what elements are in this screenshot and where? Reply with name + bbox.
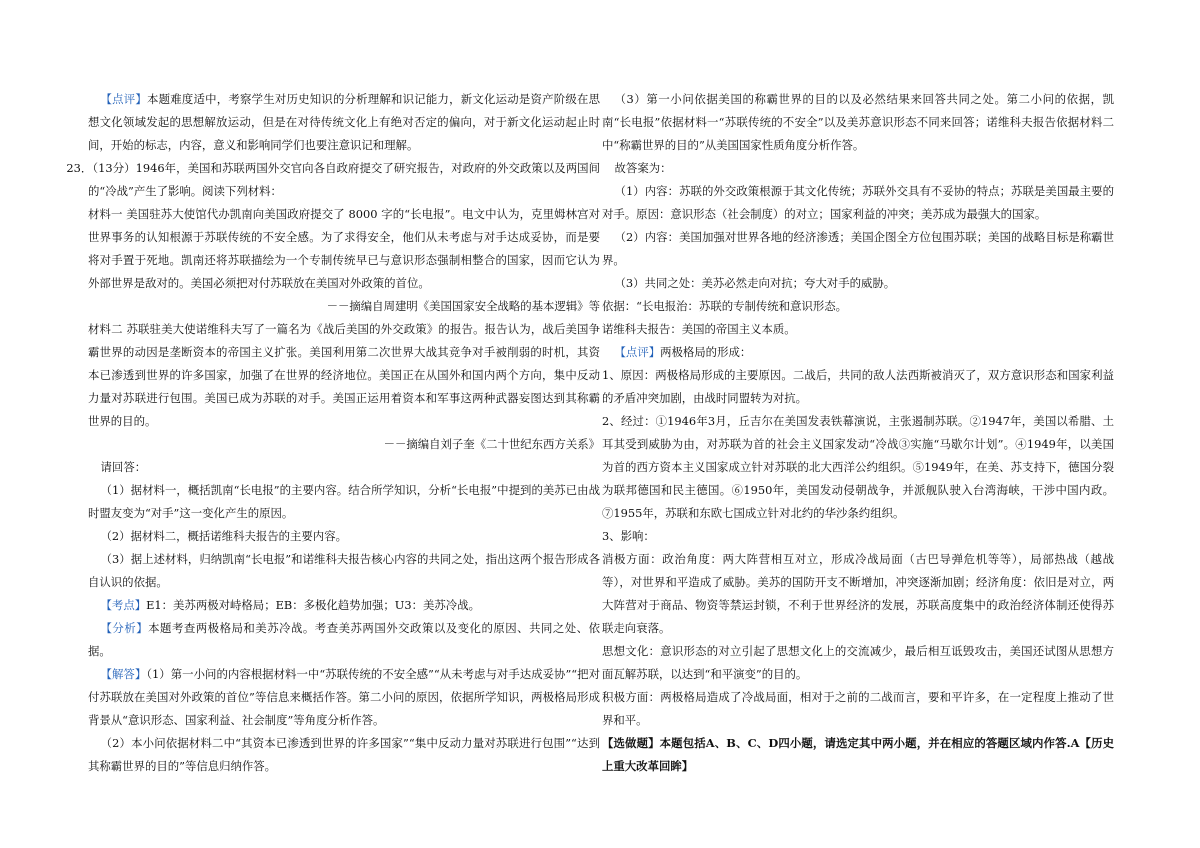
comment-paragraph [88,88,600,157]
impact-heading: 3、影响： [602,529,655,543]
kaodian-tag: 【考点】 [100,598,147,612]
material-one: 材料一 美国驻苏大使馆代办凯南向美国政府提交了 8000 字的“长电报”。电文中认为，克里姆林宫对世界事务的认知根源于苏联传统的不安全感。为了求得安全，他们从未考虑与对手达成妥协，而是要将对手置于死地。凯南还将苏联描绘为一个专制传统早已与意识形态强制相整合的国家，因而它认为外部世界是敌对的。美国必须把对付苏联放在美国对外政策的首位。 [88,207,600,290]
jieda-paragraph [88,663,600,732]
kaodian-text: E1：美苏两极对峙格局；EB：多极化趋势加强；U3：美苏冷战。 [146,598,480,612]
ask-heading: 请回答： [100,460,147,474]
ask-1: （1）据材料一，概括凯南“长电报”的主要内容。结合所学知识，分析“长电报”中提到的美苏已由战时盟友变为“对手”这一变化产生的原因。 [88,483,600,520]
question-23-stem [66,157,600,203]
question-stem-text: （13分）1946年，美国和苏联两国外交官向各自政府提交了研究报告，对政府的外交政策以及两国间的“冷战”产生了影响。阅读下列材料： [88,161,600,198]
comment-tag: 【点评】 [100,92,148,106]
answer-basis: 依据：“长电报治：苏联的专制传统和意识形态。 [602,299,848,313]
answer-part-3: （3）第一小问依据美国的称霸世界的目的以及必然结果来回答共同之处。第二小问的依据，凯南“长电报”依据材料一“苏联传统的不安全”以及美苏意识形态不同来回答；诺维科夫报告依据材料二中“称霸世界的目的”从美国国家性质角度分析作答。 [602,92,1114,152]
left-column [66,88,600,778]
jieda-tag: 【解答】 [100,667,147,681]
material-two: 材料二 苏联驻美大使诺维科夫写了一篇名为《战后美国的外交政策》的报告。报告认为，战后美国争霸世界的动因是垄断资本的帝国主义扩张。美国利用第二次世界大战其竞争对手被削弱的时机，其资本已渗透到世界的许多国家，加强了在世界的经济地位。美国正在从国外和国内两个方向，集中反动力量对苏联进行包围。美国已成为苏联的对手。美国正运用着资本和军事这两种武器妄图达到其称霸世界的目的。 [88,322,600,428]
process-paragraph: 2、经过：①1946年3月，丘吉尔在美国发表铁幕演说，主张遏制苏联。②1947年，美国以希腊、土耳其受到威胁为由，对苏联为首的社会主义国家发动“冷战③实施“马歇尔计划”。④1949年，以美国为首的西方资本主义国家成立针对苏联的北大西洋公约组织。⑤1949年，在美、苏支持下，德国分裂为联邦德国和民主德国。⑥1950年，美国发动侵朝战争，并派舰队驶入台湾海峡，干涉中国内政。⑦1955年，苏联和东欧七国成立针对北约的华沙条约组织。 [602,414,1114,520]
answer-heading: 故答案为： [614,161,672,175]
material-one-source: －－摘编自周建明《美国国家安全战略的基本逻辑》等 [326,299,600,313]
answer-2: （2）内容：美国加强对世界各地的经济渗透；美国企图全方位包围苏联；美国的战略目标是称霸世界。 [602,230,1114,267]
right-column [602,88,1114,778]
comment-2-text: 两极格局的形成： [660,345,752,359]
kaodian-paragraph [88,594,600,617]
fenxi-text: 本题考查两极格局和美苏冷战。考查美苏两国外交政策以及变化的原因、共同之处、依据。 [88,621,600,658]
positive-impact: 积极方面：两极格局造成了冷战局面，相对于之前的二战而言，要和平许多，在一定程度上推动了世界和平。 [602,690,1114,727]
fenxi-paragraph [88,617,600,663]
answer-1: （1）内容：苏联的外交政策根源于其文化传统；苏联外交具有不妥协的特点；苏联是美国最主要的对手。原因：意识形态（社会制度）的对立；国家利益的冲突；美苏成为最强大的国家。 [602,184,1114,221]
material-two-source: －－摘编自刘子奎《二十世纪东西方关系》 [383,437,600,451]
ask-3: （3）据上述材料，归纳凯南“长电报”和诺维科夫报告核心内容的共同之处，指出这两个报告形成各自认识的依据。 [88,552,600,589]
culture-impact: 思想文化：意识形态的对立引起了思想文化上的交流减少，最后相互诋毁攻击，美国还试图从思想方面瓦解苏联，以达到“和平演变”的目的。 [602,644,1114,681]
comment-text: 本题难度适中，考察学生对历史知识的分析理解和识记能力，新文化运动是资产阶级在思想文化领域发起的思想解放运动，但是在对待传统文化上有绝对否定的偏向，对于新文化运动起止时间，开始的标志，内容，意义和影响同学们也要注意识记和理解。 [88,92,600,152]
answer-3: （3）共同之处：美苏必然走向对抗；夸大对手的威胁。 [614,276,896,290]
jieda-text-1: （1）第一小问的内容根据材料一中“苏联传统的不安全感”“从未考虑与对手达成妥协”“把对付苏联放在美国对外政策的首位”等信息来概括作答。第二小问的原因，依据所学知识，两极格局形成背景从“意识形态、国家利益、社会制度”等角度分析作答。 [88,667,600,727]
comment-2-paragraph [602,341,1114,364]
cause-paragraph: 1、原因：两极格局形成的主要原因。二战后，共同的敌人法西斯被消灭了，双方意识形态和国家利益的矛盾冲突加剧，由战时同盟转为对抗。 [602,368,1114,405]
jieda-paragraph-2: （2）本小问依据材料二中“其资本已渗透到世界的许多国家”“集中反动力量对苏联进行包围”“达到其称霸世界的目的”等信息归纳作答。 [88,736,600,773]
answer-basis-2: 诺维科夫报告：美国的帝国主义本质。 [602,322,796,336]
question-number: 23． [66,161,93,175]
negative-impact: 消极方面：政治角度：两大阵营相互对立，形成冷战局面（古巴导弹危机等等），局部热战（越战等），对世界和平造成了威胁。美苏的国防开支不断增加，冲突逐渐加剧；经济角度：依旧是对立，两大阵营对于商品、物资等禁运封锁，不利于世界经济的发展，苏联高度集中的政治经济体制还使得苏联走向衰落。 [602,552,1114,635]
fenxi-tag: 【分析】 [100,621,149,635]
comment-2-tag: 【点评】 [614,345,661,359]
ask-2: （2）据材料二，概括诺维科夫报告的主要内容。 [100,529,347,543]
optional-question-heading: 【选做题】本题包括A、B、C、D四小题，请选定其中两小题，并在相应的答题区域内作答.A【历史上重大改革回眸】 [602,736,1114,773]
